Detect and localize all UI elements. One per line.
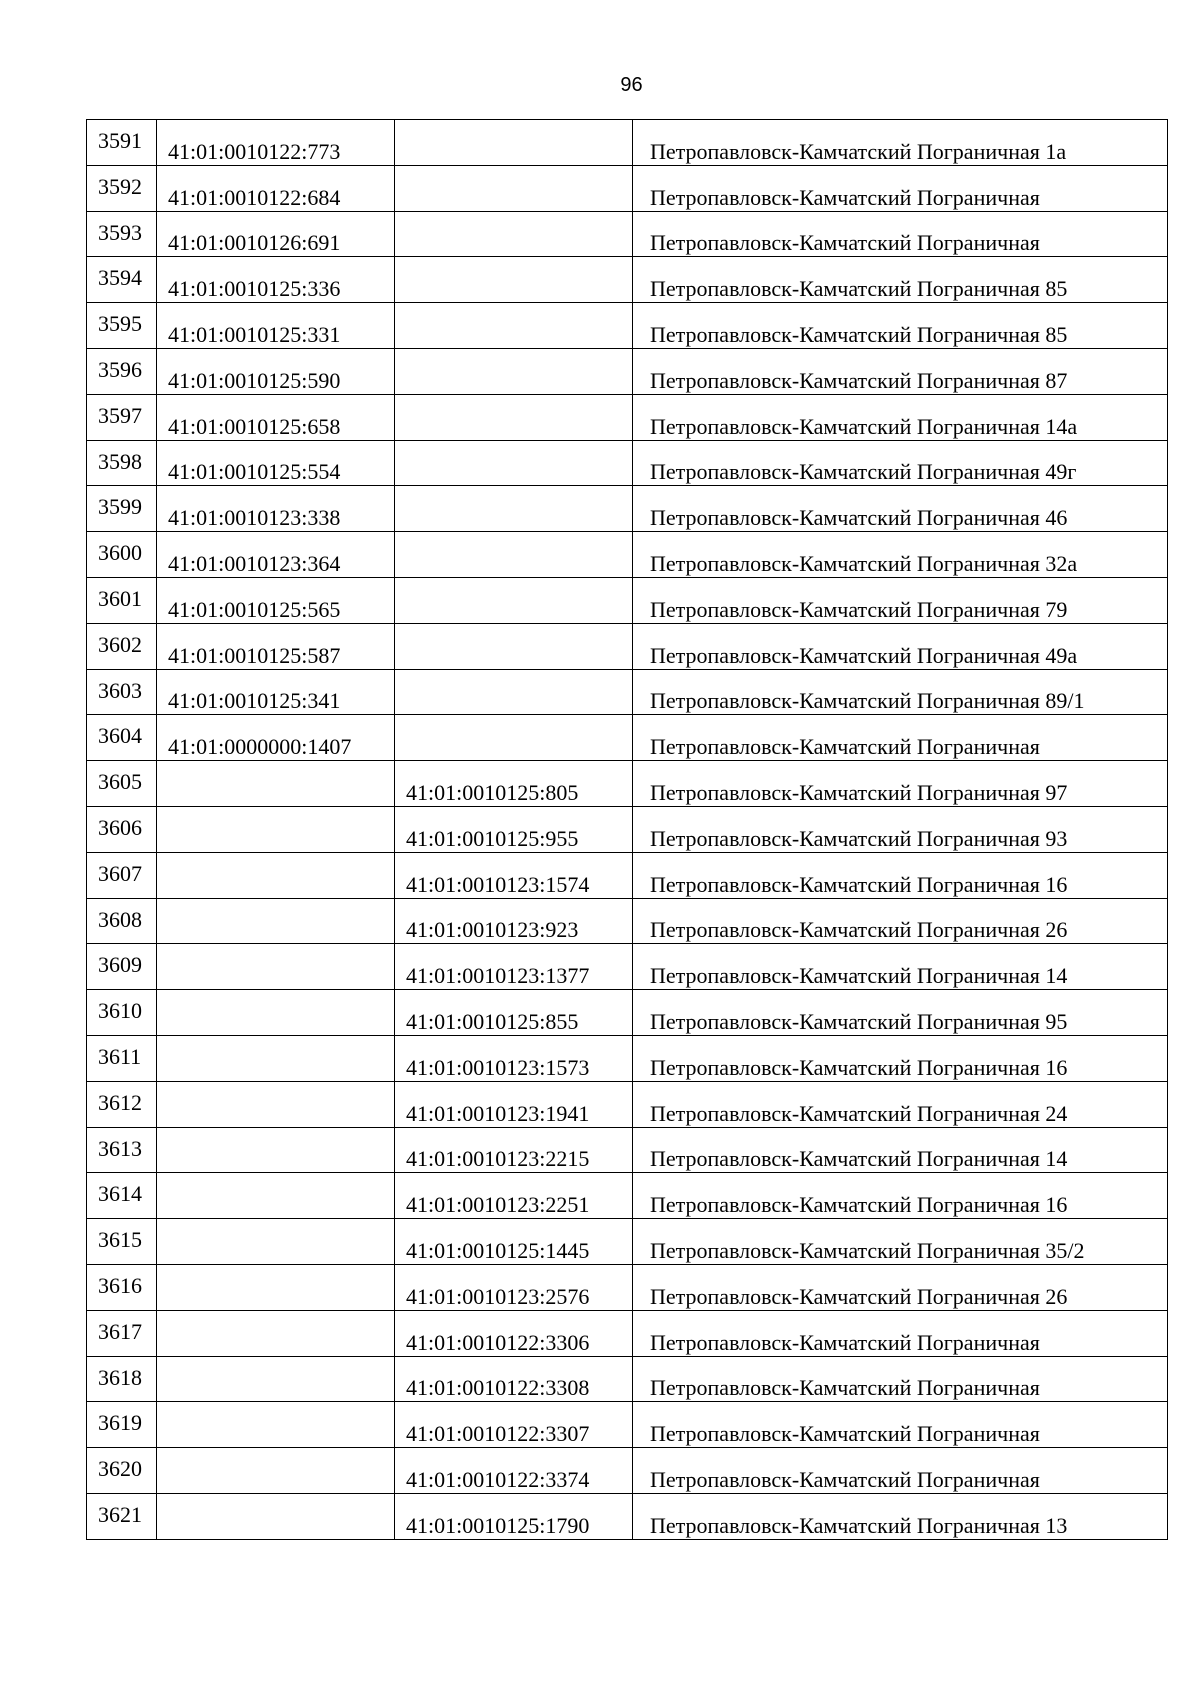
row-number-cell: 3608	[87, 898, 157, 944]
table-row	[87, 532, 1168, 578]
address-cell: Петропавловск-Камчатский Пограничная	[633, 1310, 1168, 1356]
row-number-cell: 3612	[87, 1081, 157, 1127]
address-cell: Петропавловск-Камчатский Пограничная 14	[633, 944, 1168, 990]
building-cadastral-number-cell: 41:01:0010123:2215	[395, 1127, 633, 1173]
table-row	[87, 1493, 1168, 1539]
address-cell: Петропавловск-Камчатский Пограничная	[633, 211, 1168, 257]
address-cell: Петропавловск-Камчатский Пограничная	[633, 1402, 1168, 1448]
cadastral-number-cell	[157, 1219, 395, 1265]
address-cell: Петропавловск-Камчатский Пограничная 13	[633, 1493, 1168, 1539]
table-row	[87, 1081, 1168, 1127]
cadastral-number-cell	[157, 898, 395, 944]
row-number-cell: 3596	[87, 348, 157, 394]
address-cell: Петропавловск-Камчатский Пограничная 16	[633, 1173, 1168, 1219]
row-number-cell: 3600	[87, 532, 157, 578]
address-cell: Петропавловск-Камчатский Пограничная 49г	[633, 440, 1168, 486]
row-number-cell: 3614	[87, 1173, 157, 1219]
row-number-cell: 3602	[87, 623, 157, 669]
cadastral-number-cell	[157, 1310, 395, 1356]
building-cadastral-number-cell: 41:01:0010125:1445	[395, 1219, 633, 1265]
cadastral-number-cell: 41:01:0010125:590	[157, 348, 395, 394]
row-number-cell: 3601	[87, 577, 157, 623]
cadastral-number-cell: 41:01:0010125:336	[157, 257, 395, 303]
cadastral-number-cell: 41:01:0010125:587	[157, 623, 395, 669]
address-cell: Петропавловск-Камчатский Пограничная 49а	[633, 623, 1168, 669]
address-cell: Петропавловск-Камчатский Пограничная 93	[633, 806, 1168, 852]
table-row	[87, 944, 1168, 990]
address-cell: Петропавловск-Камчатский Пограничная 46	[633, 486, 1168, 532]
building-cadastral-number-cell: 41:01:0010123:1377	[395, 944, 633, 990]
building-cadastral-number-cell	[395, 257, 633, 303]
cadastral-number-cell	[157, 806, 395, 852]
address-cell: Петропавловск-Камчатский Пограничная 87	[633, 348, 1168, 394]
building-cadastral-number-cell: 41:01:0010123:2576	[395, 1264, 633, 1310]
cadastral-number-cell	[157, 761, 395, 807]
building-cadastral-number-cell	[395, 623, 633, 669]
row-number-cell: 3611	[87, 1035, 157, 1081]
table-row	[87, 120, 1168, 166]
cadastral-number-cell	[157, 852, 395, 898]
row-number-cell: 3594	[87, 257, 157, 303]
table-row	[87, 669, 1168, 715]
table-row	[87, 1127, 1168, 1173]
address-cell: Петропавловск-Камчатский Пограничная 79	[633, 577, 1168, 623]
cadastral-number-cell: 41:01:0010125:331	[157, 303, 395, 349]
building-cadastral-number-cell: 41:01:0010122:3308	[395, 1356, 633, 1402]
cadastral-number-cell: 41:01:0010126:691	[157, 211, 395, 257]
row-number-cell: 3599	[87, 486, 157, 532]
table-row	[87, 1173, 1168, 1219]
address-cell: Петропавловск-Камчатский Пограничная 16	[633, 852, 1168, 898]
address-cell: Петропавловск-Камчатский Пограничная	[633, 1356, 1168, 1402]
building-cadastral-number-cell	[395, 303, 633, 349]
building-cadastral-number-cell: 41:01:0010125:855	[395, 990, 633, 1036]
table-row	[87, 486, 1168, 532]
building-cadastral-number-cell	[395, 440, 633, 486]
table-row	[87, 1448, 1168, 1494]
row-number-cell: 3613	[87, 1127, 157, 1173]
table-row	[87, 990, 1168, 1036]
cadastral-number-cell	[157, 944, 395, 990]
table-row	[87, 577, 1168, 623]
table-row	[87, 440, 1168, 486]
cadastral-number-cell: 41:01:0010122:684	[157, 165, 395, 211]
table-row	[87, 1310, 1168, 1356]
cadastral-number-cell	[157, 1402, 395, 1448]
cadastral-number-cell	[157, 1173, 395, 1219]
cadastral-number-cell: 41:01:0010125:658	[157, 394, 395, 440]
row-number-cell: 3593	[87, 211, 157, 257]
row-number-cell: 3619	[87, 1402, 157, 1448]
building-cadastral-number-cell	[395, 348, 633, 394]
table-row	[87, 761, 1168, 807]
table-row	[87, 852, 1168, 898]
table-row	[87, 348, 1168, 394]
table-row	[87, 1402, 1168, 1448]
address-cell: Петропавловск-Камчатский Пограничная 35/2	[633, 1219, 1168, 1265]
row-number-cell: 3592	[87, 165, 157, 211]
row-number-cell: 3604	[87, 715, 157, 761]
building-cadastral-number-cell: 41:01:0010123:923	[395, 898, 633, 944]
table-row	[87, 211, 1168, 257]
address-cell: Петропавловск-Камчатский Пограничная 32а	[633, 532, 1168, 578]
row-number-cell: 3620	[87, 1448, 157, 1494]
address-cell: Петропавловск-Камчатский Пограничная 85	[633, 257, 1168, 303]
registry-table	[86, 119, 1168, 1540]
table-row	[87, 623, 1168, 669]
building-cadastral-number-cell: 41:01:0010123:1574	[395, 852, 633, 898]
address-cell: Петропавловск-Камчатский Пограничная 14	[633, 1127, 1168, 1173]
page-number: 96	[620, 74, 643, 96]
cadastral-number-cell	[157, 1448, 395, 1494]
table-row	[87, 394, 1168, 440]
address-cell: Петропавловск-Камчатский Пограничная	[633, 165, 1168, 211]
row-number-cell: 3591	[87, 120, 157, 166]
address-cell: Петропавловск-Камчатский Пограничная 14а	[633, 394, 1168, 440]
cadastral-number-cell: 41:01:0010122:773	[157, 120, 395, 166]
cadastral-number-cell	[157, 1356, 395, 1402]
cadastral-number-cell	[157, 1264, 395, 1310]
table-row	[87, 898, 1168, 944]
table-row	[87, 715, 1168, 761]
row-number-cell: 3615	[87, 1219, 157, 1265]
row-number-cell: 3616	[87, 1264, 157, 1310]
building-cadastral-number-cell	[395, 669, 633, 715]
cadastral-number-cell: 41:01:0010125:565	[157, 577, 395, 623]
address-cell: Петропавловск-Камчатский Пограничная 16	[633, 1035, 1168, 1081]
building-cadastral-number-cell: 41:01:0010123:2251	[395, 1173, 633, 1219]
row-number-cell: 3597	[87, 394, 157, 440]
building-cadastral-number-cell	[395, 211, 633, 257]
building-cadastral-number-cell	[395, 577, 633, 623]
row-number-cell: 3621	[87, 1493, 157, 1539]
building-cadastral-number-cell	[395, 120, 633, 166]
address-cell: Петропавловск-Камчатский Пограничная 1а	[633, 120, 1168, 166]
address-cell: Петропавловск-Камчатский Пограничная 97	[633, 761, 1168, 807]
cadastral-number-cell	[157, 1127, 395, 1173]
table-row	[87, 1219, 1168, 1265]
building-cadastral-number-cell	[395, 715, 633, 761]
building-cadastral-number-cell: 41:01:0010125:1790	[395, 1493, 633, 1539]
cadastral-number-cell: 41:01:0010125:341	[157, 669, 395, 715]
table-row	[87, 303, 1168, 349]
building-cadastral-number-cell	[395, 486, 633, 532]
row-number-cell: 3606	[87, 806, 157, 852]
address-cell: Петропавловск-Камчатский Пограничная	[633, 715, 1168, 761]
table-row	[87, 257, 1168, 303]
row-number-cell: 3617	[87, 1310, 157, 1356]
address-cell: Петропавловск-Камчатский Пограничная 85	[633, 303, 1168, 349]
cadastral-number-cell: 41:01:0010125:554	[157, 440, 395, 486]
row-number-cell: 3610	[87, 990, 157, 1036]
table-row	[87, 1356, 1168, 1402]
cadastral-number-cell: 41:01:0010123:338	[157, 486, 395, 532]
table-row	[87, 1035, 1168, 1081]
building-cadastral-number-cell: 41:01:0010125:955	[395, 806, 633, 852]
cadastral-number-cell	[157, 990, 395, 1036]
building-cadastral-number-cell: 41:01:0010123:1941	[395, 1081, 633, 1127]
building-cadastral-number-cell	[395, 532, 633, 578]
address-cell: Петропавловск-Камчатский Пограничная 89/1	[633, 669, 1168, 715]
cadastral-number-cell	[157, 1081, 395, 1127]
address-cell: Петропавловск-Камчатский Пограничная	[633, 1448, 1168, 1494]
table-row	[87, 806, 1168, 852]
address-cell: Петропавловск-Камчатский Пограничная 24	[633, 1081, 1168, 1127]
row-number-cell: 3607	[87, 852, 157, 898]
building-cadastral-number-cell: 41:01:0010123:1573	[395, 1035, 633, 1081]
row-number-cell: 3595	[87, 303, 157, 349]
table-row	[87, 165, 1168, 211]
address-cell: Петропавловск-Камчатский Пограничная 26	[633, 898, 1168, 944]
address-cell: Петропавловск-Камчатский Пограничная 95	[633, 990, 1168, 1036]
building-cadastral-number-cell: 41:01:0010122:3306	[395, 1310, 633, 1356]
row-number-cell: 3598	[87, 440, 157, 486]
building-cadastral-number-cell: 41:01:0010125:805	[395, 761, 633, 807]
building-cadastral-number-cell: 41:01:0010122:3374	[395, 1448, 633, 1494]
building-cadastral-number-cell	[395, 394, 633, 440]
table-row	[87, 1264, 1168, 1310]
registry-table-body	[87, 120, 1168, 1540]
address-cell: Петропавловск-Камчатский Пограничная 26	[633, 1264, 1168, 1310]
cadastral-number-cell: 41:01:0000000:1407	[157, 715, 395, 761]
cadastral-number-cell: 41:01:0010123:364	[157, 532, 395, 578]
cadastral-number-cell	[157, 1035, 395, 1081]
cadastral-number-cell	[157, 1493, 395, 1539]
row-number-cell: 3618	[87, 1356, 157, 1402]
building-cadastral-number-cell: 41:01:0010122:3307	[395, 1402, 633, 1448]
row-number-cell: 3603	[87, 669, 157, 715]
row-number-cell: 3609	[87, 944, 157, 990]
building-cadastral-number-cell	[395, 165, 633, 211]
row-number-cell: 3605	[87, 761, 157, 807]
